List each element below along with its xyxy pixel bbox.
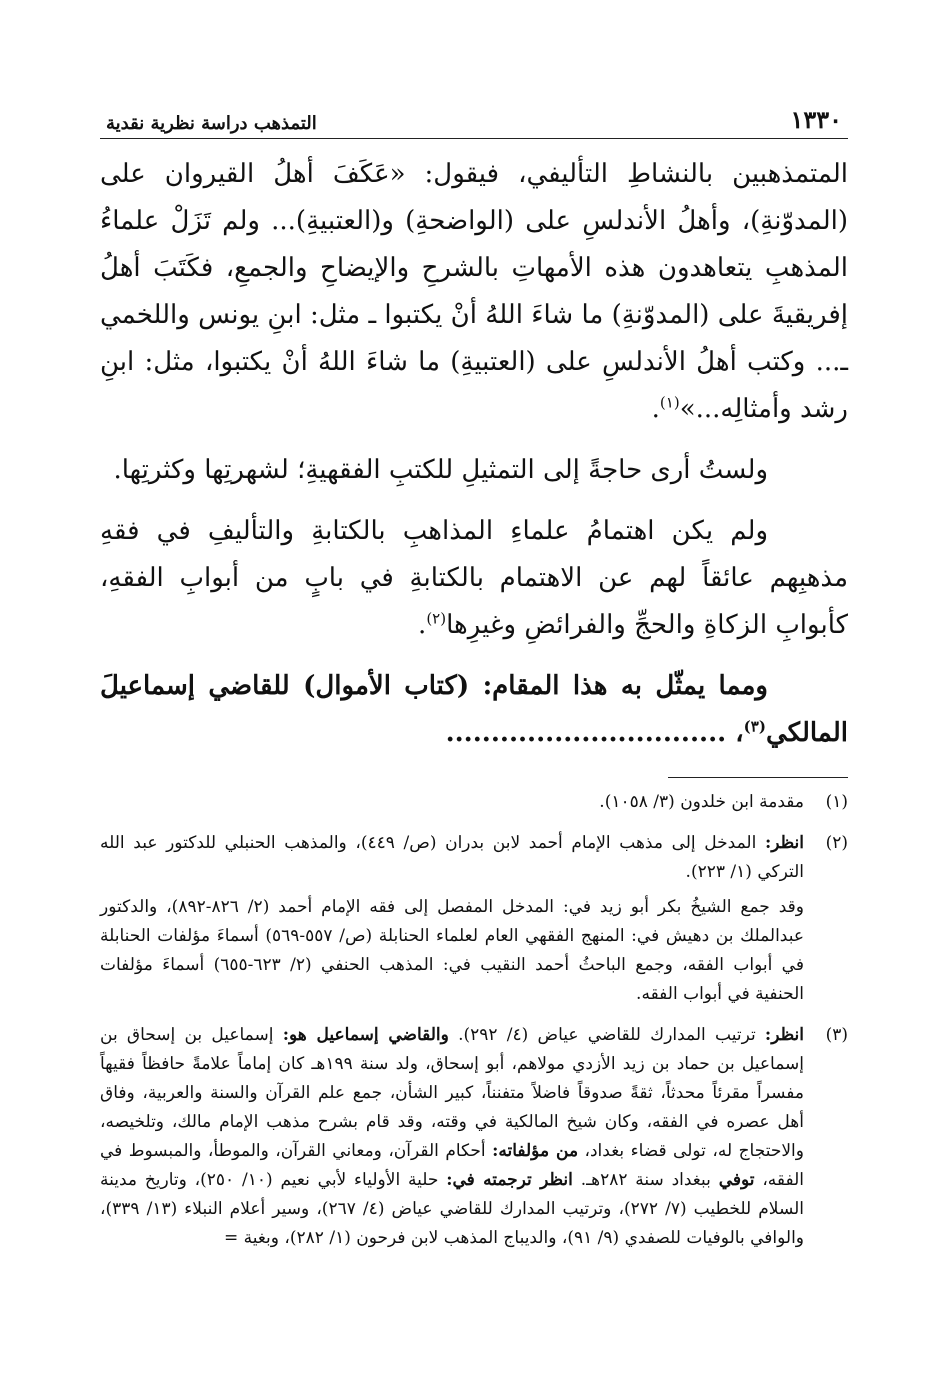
footnote-3-lead: انظر: [764,1025,804,1045]
paragraph-4-end: ، [735,718,744,748]
paragraph-1-text: المتمذهبين بالنشاطِ التأليفي، فيقول: «عَكَفَ أهلُ القيروان على (المدوّنةِ)، وأهلُ الأندلسِ على (الواضحةِ) و(العتبيةِ)... ولم تَزَلْ علماءُ المذهبِ يتعاهدون هذه الأمهاتِ بالشرحِ والإيضاحِ والجمعِ، فكَتَبَ أهلُ إفريقيةَ على (المدوّنةِ) ما شاءَ اللهُ أنْ يكتبوا ـ مثل: ابنِ يونس واللخمي ـ... وكتب أهلُ الأندلسِ على (العتبيةِ) ما شاءَ اللهُ أنْ يكتبوا، مثل: ابنِ رشد وأمثالِه...» [100,159,848,424]
footnote-3-bold-c: توفي [718,1170,755,1190]
footnote-3-text-b: إسماعيل بن إسحاق بن إسماعيل بن حماد بن زيد الأزدي مولاهم، أبو إسحاق، ولد سنة ١٩٩هـ كان إماماً علامةً حافظاً فقيهاً مفسراً مقرئاً محدثاً، ثقةً صدوقاً فاضلاً متفنناً، كبير الشأن، جمع علم القرآن والسنة والعربية، وفاق أهل عصره في الفقه، وكان شيخ المالكية في وقته، وقد قام بشرح مذهب الإمام مالك، وتلخيصه، والاحتجاج له، تولى قضاء بغداد، [100,1025,804,1161]
footnote-1-number: (١) [825,792,848,812]
paragraph-3 [100,508,848,649]
paragraph-4-text: ومما يمثّل به هذا المقام: (كتاب الأموال) للقاضي إسماعيلَ المالكي [100,671,848,748]
paragraph-2-text: ولستُ أرى حاجةً إلى التمثيلِ للكتبِ الفقهيةِ؛ لشهرتِها وكثرتِها. [113,455,768,485]
footnote-1-body [100,788,804,823]
paragraph-3-text: ولم يكن اهتمامُ علماءِ المذاهبِ بالكتابةِ والتأليفِ في فقهِ مذهبِهم عائقاً لهم عن الاهتمام بالكتابةِ في بابٍ من أبوابِ الفقهِ، كأبوابِ الزكاةِ والحجِّ والفرائضِ وغيرِها [100,516,848,640]
ellipsis-dots: ............................... [445,718,727,748]
footnote-3-text-e: حلية الأولياء لأبي نعيم (١٠/ ٢٥٠)، وتاريخ مدينة السلام للخطيب (٧/ ٢٧٢)، وترتيب المدارك للقاضي عياض (٤/ ٢٦٧)، وسير أعلام النبلاء (١٣/ ٣٣٩)، والوافي بالوفيات للصفدي (٩/ ٩١)، والديباج المذهب لابن فرحون (١/ ٢٨٢)، وبغية = [100,1170,805,1248]
footnote-3-bold-d: انظر ترجمته في: [446,1170,573,1190]
footnote-1-text: مقدمة ابن خلدون (٣/ ١٠٥٨). [599,792,804,812]
footnote-3-text-a: ترتيب المدارك للقاضي عياض (٤/ ٢٩٢). [458,1025,756,1045]
footnote-3-bold-b: من مؤلفاته: [492,1141,579,1161]
page-number: ١٣٣٠ [790,105,842,134]
footnote-3-text-d: ببغداد سنة ٢٨٢هـ. [580,1170,711,1190]
footnote-3-body [100,1021,804,1259]
paragraph-1 [100,151,848,433]
main-text [100,151,848,757]
footnote-3-number: (٣) [825,1025,848,1045]
paragraph-4 [100,663,848,757]
paragraph-1-end: . [651,394,660,424]
footnote-3-bold-a: والقاضي إسماعيل هو: [282,1025,449,1045]
footnote-2-lead: انظر: [764,833,805,853]
footnote-1 [100,788,848,823]
footnote-3 [100,1021,848,1259]
running-title: التمذهب دراسة نظرية نقدية [106,113,317,134]
paragraph-3-end: . [418,610,427,640]
footnote-ref-3[interactable]: (٣) [743,717,766,736]
footnote-ref-1[interactable]: (١) [659,393,680,412]
page-header [100,100,848,139]
paragraph-2 [100,447,848,494]
footnote-3-text-c: أحكام القرآن، ومعاني القرآن، والموطأ، والمبسوط في الفقه، [100,1141,805,1190]
footnotes [100,788,848,1259]
footnote-2 [100,829,848,1015]
footnote-separator [668,777,848,778]
footnote-2-text-1: المدخل إلى مذهب الإمام أحمد لابن بدران (ص/ ٤٤٩)، والمذهب الحنبلي للدكتور عبد الله التركي (١/ ٢٢٣). [100,833,804,882]
footnote-ref-2[interactable]: (٢) [426,609,447,628]
footnote-2-body [100,829,804,1015]
footnote-2-number: (٢) [825,833,848,853]
footnote-2-text-2: وقد جمع الشيخُ بكر أبو زيد في: المدخل المفصل إلى فقه الإمام أحمد (٢/ ٨٢٦-٨٩٢)، والدكتور عبدالملك بن دهيش في: المنهج الفقهي العام لعلماء الحنابلة (ص/ ٥٥٧-٥٦٩) أسماءَ مؤلفات الحنابلة في أبواب الفقه، وجمع الباحثُ أحمد النقيب في: المذهب الحنفي (٢/ ٦٢٣-٦٥٥) أسماءَ مؤلفات الحنفية في أبواب الفقه. [100,897,804,1004]
